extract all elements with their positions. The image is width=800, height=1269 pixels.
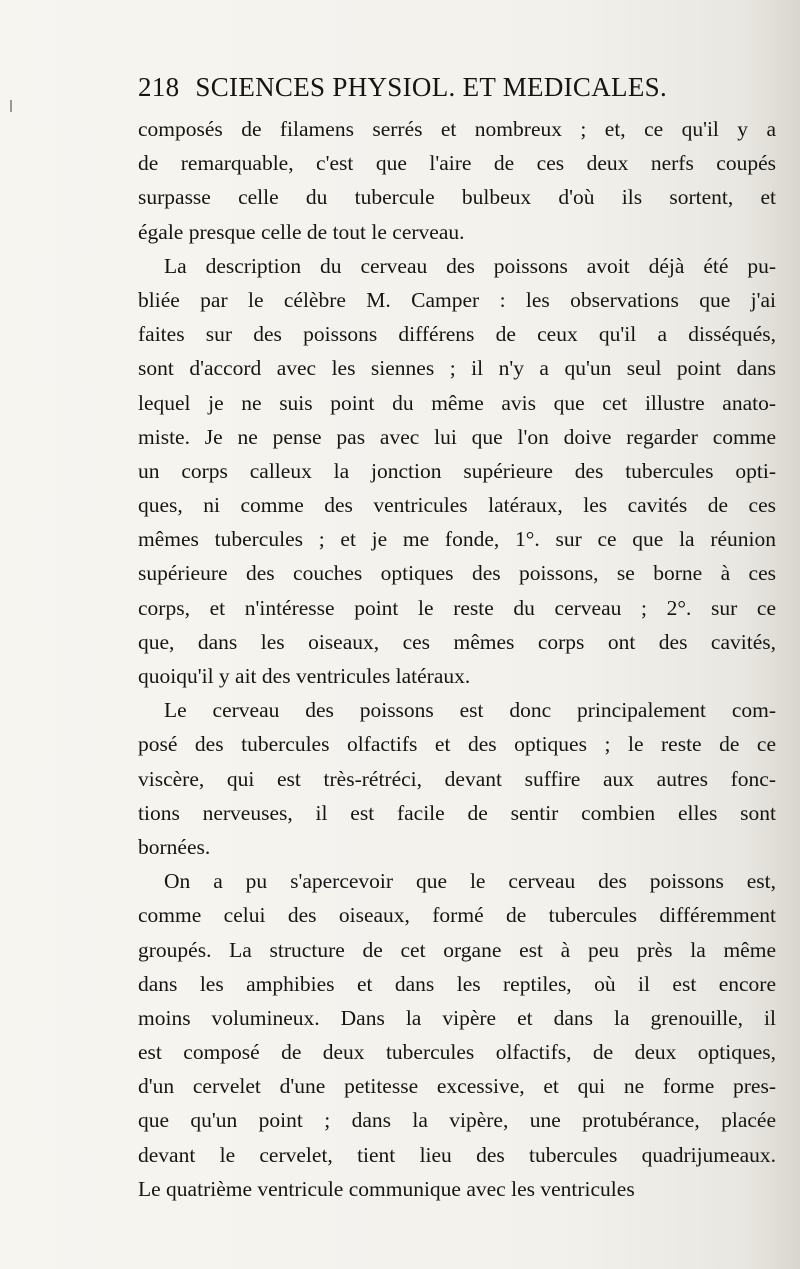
text-line: faites sur des poissons différens de ceux qu'il a disséqués, [138,322,776,347]
paragraph [138,249,776,693]
text-line: sont d'accord avec les siennes ; il n'y a qu'un seul point dans [138,356,776,381]
text-line: mêmes tubercules ; et je me fonde, 1°. sur ce que la réunion [138,527,776,552]
text-line: composés de filamens serrés et nombreux ; et, ce qu'il y a [138,117,776,141]
page-number: 218 [138,72,180,102]
text-line: est composé de deux tubercules olfactifs, de deux optiques, [138,1040,776,1065]
paragraph [138,112,776,249]
text-line: bornées. [138,834,211,859]
text-line: corps, et n'intéresse point le reste du cerveau ; 2°. sur ce [138,595,776,620]
text-line: dans les amphibies et dans les reptiles, où il est encore [138,971,776,996]
margin-mark [10,100,12,112]
text-line: Le quatrième ventricule communique avec les ventricules [138,1176,635,1201]
text-line: comme celui des oiseaux, formé de tubercules différemment [138,903,776,928]
text-line: Le cerveau des poissons est donc principalement com- [164,698,776,723]
text-line: tions nerveuses, il est facile de sentir combien elles sont [138,800,776,825]
text-line: d'un cervelet d'une petitesse excessive, et qui ne forme pres- [138,1074,776,1099]
text-line: moins volumineux. Dans la vipère et dans la grenouille, il [138,1005,776,1030]
text-line: égale presque celle de tout le cerveau. [138,219,465,244]
text-line: de remarquable, c'est que l'aire de ces deux nerfs coupés [138,151,776,176]
text-line: viscère, qui est très-rétréci, devant suffire aux autres fonc- [138,766,776,791]
running-title: SCIENCES PHYSIOL. ET MEDICALES. [195,72,667,102]
paragraph [138,693,776,864]
text-line: supérieure des couches optiques des poissons, se borne à ces [138,561,776,586]
text-line: On a pu s'apercevoir que le cerveau des poissons est, [164,869,776,894]
paragraph [138,864,776,1206]
text-line: un corps calleux la jonction supérieure des tubercules opti- [138,458,776,483]
page-header [138,72,738,103]
body-text [138,112,776,1206]
text-line: bliée par le célèbre M. Camper : les observations que j'ai [138,287,776,312]
text-line: La description du cerveau des poissons avoit déjà été pu- [164,253,776,278]
text-line: miste. Je ne pense pas avec lui que l'on doive regarder comme [138,424,776,449]
text-line: ques, ni comme des ventricules latéraux, les cavités de ces [138,493,776,518]
text-line: surpasse celle du tubercule bulbeux d'où ils sortent, et [138,185,776,210]
text-line: que qu'un point ; dans la vipère, une protubérance, placée [138,1108,776,1133]
text-line: groupés. La structure de cet organe est à peu près la même [138,937,776,962]
text-line: quoiqu'il y ait des ventricules latéraux. [138,664,471,688]
text-line: que, dans les oiseaux, ces mêmes corps ont des cavités, [138,629,776,654]
text-line: devant le cervelet, tient lieu des tubercules quadrijumeaux. [138,1142,776,1167]
text-line: posé des tubercules olfactifs et des optiques ; le reste de ce [138,732,776,757]
text-line: lequel je ne suis point du même avis que cet illustre anato- [138,390,776,415]
